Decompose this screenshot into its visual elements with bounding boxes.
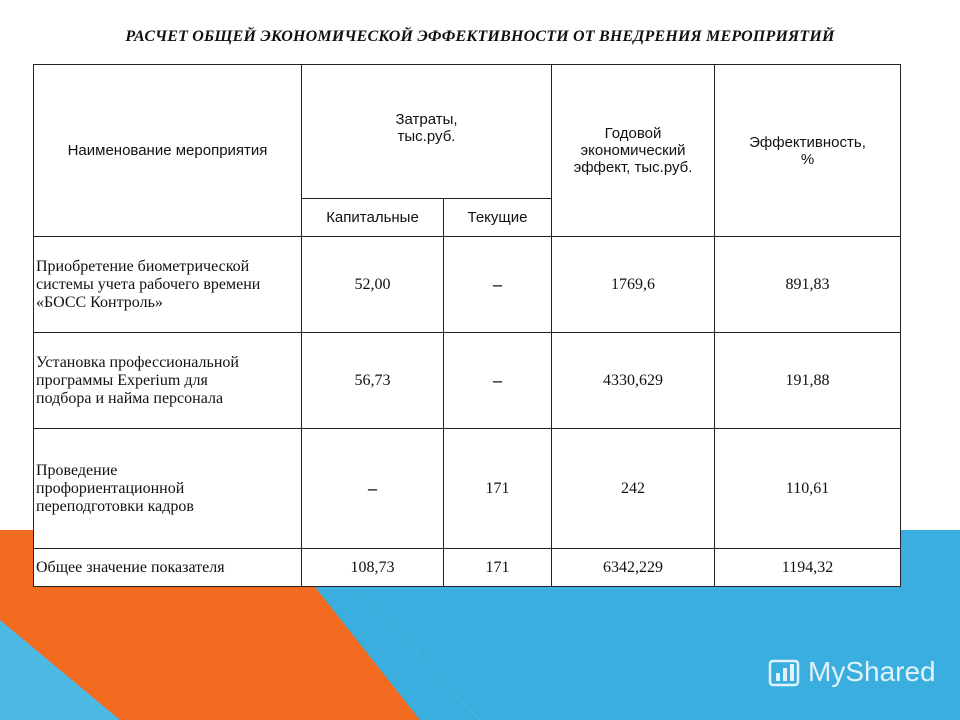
logo-text: MyShared — [808, 656, 936, 687]
myshared-logo[interactable] — [768, 655, 936, 689]
header-capital: Капитальные — [302, 199, 444, 237]
row-current: 171 — [444, 429, 552, 549]
row-effect: 242 — [552, 429, 715, 549]
row-name: Установка профессиональной программы Experium для подбора и найма персонала — [34, 333, 302, 429]
row-effect: 4330,629 — [552, 333, 715, 429]
total-effect: 6342,229 — [552, 549, 715, 587]
table-row — [34, 237, 901, 333]
total-capital: 108,73 — [302, 549, 444, 587]
row-efficiency: 891,83 — [715, 237, 901, 333]
row-current: – — [444, 237, 552, 333]
header-costs: Затраты, тыс.руб. — [302, 65, 552, 199]
row-capital: 56,73 — [302, 333, 444, 429]
row-current: – — [444, 333, 552, 429]
myshared-logo-icon — [768, 655, 802, 689]
table-row — [34, 429, 901, 549]
efficiency-table — [33, 64, 901, 587]
row-efficiency: 191,88 — [715, 333, 901, 429]
slide-title: РАСЧЕТ ОБЩЕЙ ЭКОНОМИЧЕСКОЙ ЭФФЕКТИВНОСТИ ОТ ВНЕДРЕНИЯ МЕРОПРИЯТИЙ — [125, 28, 835, 45]
row-capital: 52,00 — [302, 237, 444, 333]
row-name: Приобретение биометрической системы учета рабочего времени «БОСС Контроль» — [34, 237, 302, 333]
header-efficiency: Эффективность, % — [715, 65, 901, 237]
header-annual-effect: Годовой экономический эффект, тыс.руб. — [552, 65, 715, 237]
row-capital: – — [302, 429, 444, 549]
total-efficiency: 1194,32 — [715, 549, 901, 587]
header-name: Наименование мероприятия — [34, 65, 302, 237]
row-effect: 1769,6 — [552, 237, 715, 333]
row-efficiency: 110,61 — [715, 429, 901, 549]
total-name: Общее значение показателя — [34, 549, 302, 587]
total-current: 171 — [444, 549, 552, 587]
table-total-row — [34, 549, 901, 587]
table-row — [34, 333, 901, 429]
row-name: Проведение профориентационной переподготовки кадров — [34, 429, 302, 549]
header-current: Текущие — [444, 199, 552, 237]
table-header-row — [34, 65, 901, 199]
